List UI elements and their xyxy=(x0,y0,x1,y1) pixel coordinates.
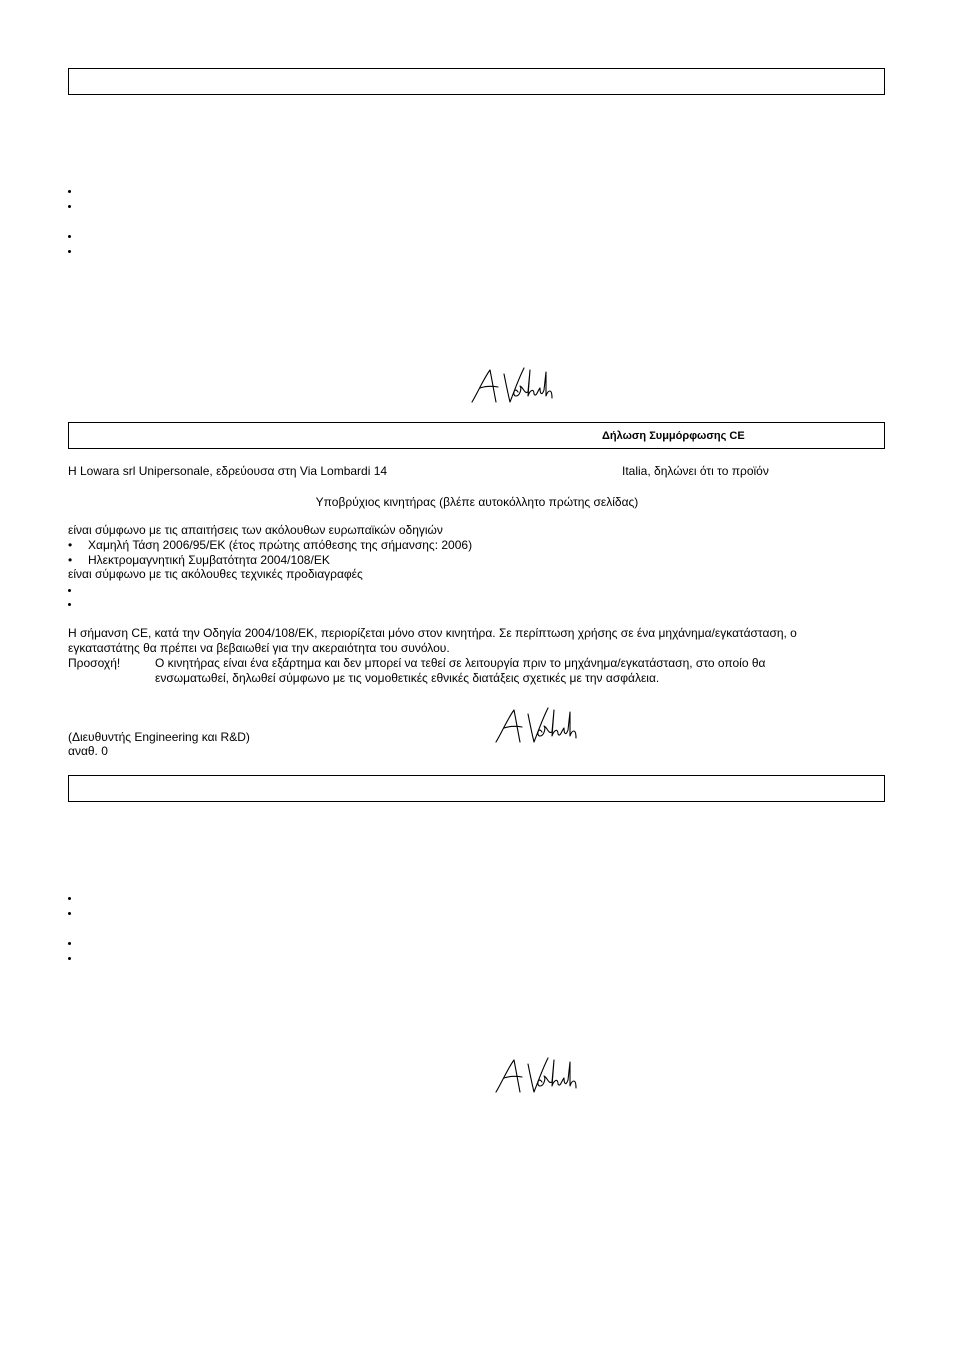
directive-emc: Ηλεκτρομαγνητική Συμβατότητα 2004/108/ΕΚ xyxy=(88,553,330,567)
signature-greek xyxy=(492,702,582,748)
bullet-symbol: • xyxy=(68,538,73,552)
bullet-dot xyxy=(68,942,71,945)
signature-bottom xyxy=(492,1052,582,1098)
bullet-dot xyxy=(68,603,71,606)
warning-label: Προσοχή! xyxy=(68,656,121,670)
bullet-dot xyxy=(68,235,71,238)
warning-line2: ενσωματωθεί, δηλωθεί σύμφωνο με τις νομοθετικές εθνικές διατάξεις σχετικές με την ασφάλεια. xyxy=(155,671,660,685)
section-header-box-top xyxy=(68,68,885,95)
specs-intro: είναι σύμφωνο με τις ακόλουθες τεχνικές προδιαγραφές xyxy=(68,567,363,581)
signer-role: (Διευθυντής Engineering και R&D) xyxy=(68,730,250,744)
directive-low-voltage: Χαμηλή Τάση 2006/95/ΕΚ (έτος πρώτης απόθεσης της σήμανσης: 2006) xyxy=(88,538,473,552)
section-header-box-bottom xyxy=(68,775,885,802)
section-header-box-greek xyxy=(68,422,885,449)
bullet-symbol: • xyxy=(68,553,73,567)
bullet-dot xyxy=(68,190,71,193)
bullet-dot xyxy=(68,897,71,900)
product-line: Υποβρύχιος κινητήρας (βλέπε αυτοκόλλητο πρώτης σελίδας) xyxy=(315,495,639,509)
signature-top xyxy=(468,362,558,408)
directive-item xyxy=(68,553,330,568)
bullet-dot xyxy=(68,957,71,960)
bullet-dot xyxy=(68,589,71,592)
directives-intro: είναι σύμφωνο με τις απαιτήσεις των ακόλουθων ευρωπαϊκών οδηγιών xyxy=(68,523,443,537)
bullet-dot xyxy=(68,912,71,915)
country-line: Italia, δηλώνει ότι το προϊόν xyxy=(622,464,769,478)
bullet-dot xyxy=(68,250,71,253)
company-line: Η Lowara srl Unipersonale, εδρεύουσα στη Via Lombardi 14 xyxy=(68,464,388,478)
warning-line1: Ο κινητήρας είναι ένα εξάρτημα και δεν μπορεί να τεθεί σε λειτουργία πριν το μηχάνημα/εγκατάσταση, στο οποίο θα xyxy=(155,656,766,670)
ce-note-line2: εγκαταστάτης θα πρέπει να βεβαιωθεί για την ακεραιότητα του συνόλου. xyxy=(68,641,450,655)
revision: αναθ. 0 xyxy=(68,744,108,758)
directive-item xyxy=(68,538,472,553)
bullet-dot xyxy=(68,205,71,208)
ce-note-line1: Η σήμανση CE, κατά την Οδηγία 2004/108/ΕΚ, περιορίζεται μόνο στον κινητήρα. Σε περίπτωση χρήσης σε ένα μηχάνημα/εγκατάσταση, ο xyxy=(68,626,797,640)
declaration-title: Δήλωση Συμμόρφωσης CE xyxy=(602,430,745,442)
